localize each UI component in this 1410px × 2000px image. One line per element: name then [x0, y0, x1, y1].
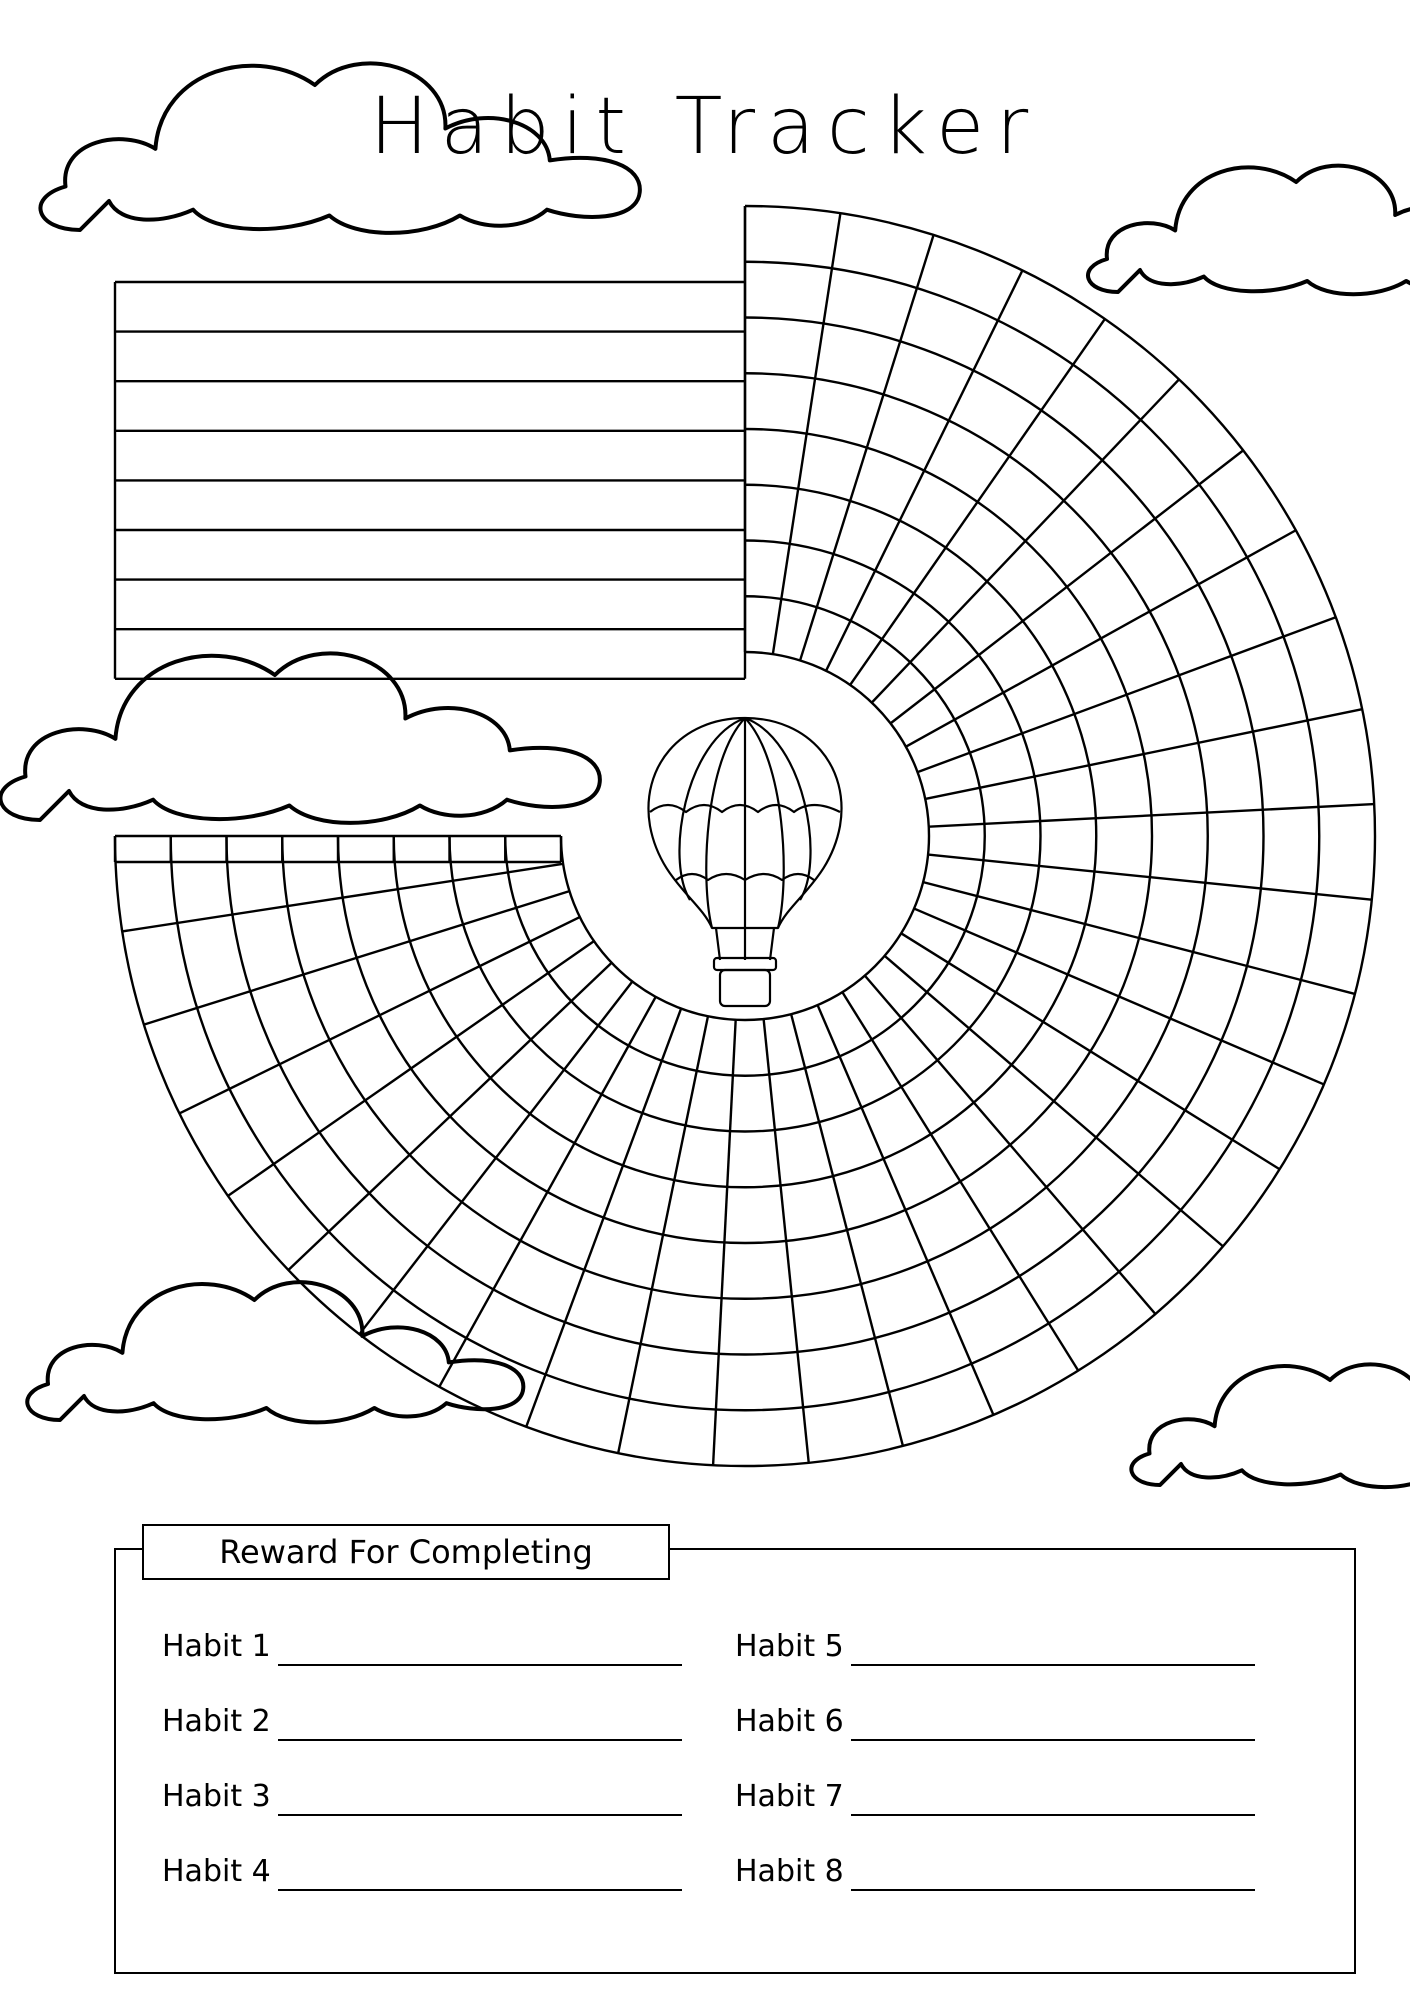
day-divider [928, 855, 1372, 900]
reward-habit-5[interactable] [735, 1629, 1255, 1672]
balloon-ropes [716, 928, 774, 960]
day-divider [618, 1016, 708, 1453]
cloud-icon [27, 1282, 523, 1422]
balloon-gores [679, 718, 810, 928]
day-divider [818, 1005, 994, 1415]
reward-heading: Reward For Completing [142, 1524, 670, 1580]
day-divider [122, 864, 563, 932]
reward-input-line[interactable] [278, 1889, 682, 1891]
day-divider [764, 1019, 809, 1463]
reward-input-line[interactable] [851, 1814, 1255, 1816]
habit-label: Habit 6 [735, 1704, 844, 1739]
reward-input-line[interactable] [278, 1664, 682, 1666]
day-divider [925, 709, 1362, 799]
habit-label: Habit 2 [162, 1704, 271, 1739]
page-title: Habit Tracker [369, 82, 1041, 172]
habit-label: Habit 7 [735, 1779, 844, 1814]
day-divider [914, 909, 1324, 1085]
day-divider [923, 882, 1355, 994]
habit-label: Habit 5 [735, 1629, 844, 1664]
reward-input-line[interactable] [851, 1664, 1255, 1666]
reward-section [114, 1548, 1356, 1974]
reward-input-line[interactable] [851, 1739, 1255, 1741]
reward-habit-8[interactable] [735, 1854, 1255, 1897]
reward-habit-1[interactable] [162, 1629, 682, 1672]
reward-habit-2[interactable] [162, 1704, 682, 1747]
day-divider [891, 450, 1244, 723]
hot-air-balloon-icon [648, 718, 841, 1006]
reward-input-line[interactable] [278, 1814, 682, 1816]
day-divider [359, 982, 632, 1335]
habit-label: Habit 3 [162, 1779, 271, 1814]
reward-input-line[interactable] [278, 1739, 682, 1741]
day-divider [288, 963, 611, 1270]
day-divider [144, 891, 570, 1025]
day-divider [791, 1014, 903, 1446]
reward-habit-6[interactable] [735, 1704, 1255, 1747]
day-divider [526, 1009, 681, 1427]
reward-habit-3[interactable] [162, 1779, 682, 1822]
habit-label: Habit 1 [162, 1629, 271, 1664]
day-divider [872, 379, 1179, 702]
balloon-basket [720, 970, 770, 1006]
reward-habit-4[interactable] [162, 1854, 682, 1897]
cloud-icon [1131, 1364, 1410, 1487]
reward-habit-7[interactable] [735, 1779, 1255, 1822]
day-divider [800, 235, 934, 661]
cloud-icon [1088, 166, 1410, 295]
day-divider [773, 213, 841, 654]
reward-input-line[interactable] [851, 1889, 1255, 1891]
habit-label: Habit 4 [162, 1854, 271, 1889]
habit-label: Habit 8 [735, 1854, 844, 1889]
day-divider [918, 617, 1336, 772]
